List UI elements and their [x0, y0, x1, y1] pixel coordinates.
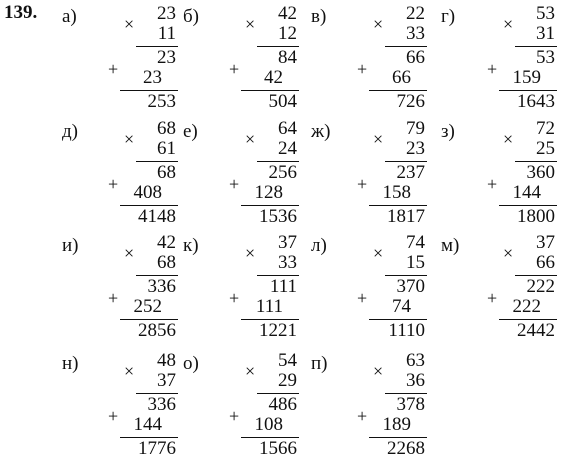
problem-3 — [311, 4, 439, 114]
problem-label: е) — [183, 121, 198, 142]
rule-after-partials — [369, 90, 427, 91]
rule-after-partials — [499, 90, 557, 91]
problem-label: ж) — [311, 121, 331, 142]
partial-product-1: 23 — [157, 47, 176, 68]
multiplier: 12 — [278, 23, 297, 44]
multiplicand: 64 — [278, 118, 297, 139]
partial-product-1: 237 — [396, 162, 425, 183]
product-result: 1221 — [259, 320, 297, 341]
rule-after-factors — [257, 275, 299, 276]
product-result: 2856 — [138, 320, 176, 341]
product-result: 1776 — [138, 438, 176, 459]
partial-product-2: 42 — [264, 67, 283, 88]
plus-sign-icon: + — [108, 59, 119, 79]
problem-label: м) — [441, 235, 460, 256]
plus-sign-icon: + — [357, 59, 368, 79]
problem-label: о) — [183, 353, 199, 374]
rule-after-factors — [515, 275, 557, 276]
rule-after-factors — [385, 161, 427, 162]
multiply-sign-icon: × — [373, 243, 384, 263]
multiply-sign-icon: × — [124, 14, 135, 34]
product-result: 504 — [268, 91, 297, 112]
multiplicand: 22 — [406, 3, 425, 24]
plus-sign-icon: + — [487, 174, 498, 194]
multiply-sign-icon: × — [245, 361, 256, 381]
partial-product-2: 408 — [133, 182, 162, 203]
multiplicand: 79 — [406, 118, 425, 139]
multiply-sign-icon: × — [124, 129, 135, 149]
rule-after-factors — [136, 275, 178, 276]
multiplicand: 42 — [278, 3, 297, 24]
partial-product-2: 23 — [143, 67, 162, 88]
rule-after-partials — [241, 205, 299, 206]
problem-2 — [183, 4, 311, 114]
partial-product-1: 66 — [406, 47, 425, 68]
problem-label: л) — [311, 235, 327, 256]
problem-label: н) — [62, 353, 79, 374]
problem-label: и) — [62, 235, 79, 256]
rule-after-partials — [369, 437, 427, 438]
multiplier: 36 — [406, 370, 425, 391]
partial-product-1: 370 — [396, 276, 425, 297]
partial-product-1: 256 — [268, 162, 297, 183]
partial-product-1: 53 — [536, 47, 555, 68]
rule-after-partials — [369, 205, 427, 206]
rule-after-factors — [515, 46, 557, 47]
product-result: 1800 — [517, 206, 555, 227]
plus-sign-icon: + — [108, 174, 119, 194]
multiplier: 68 — [157, 252, 176, 273]
rule-after-factors — [257, 393, 299, 394]
partial-product-2: 158 — [382, 182, 411, 203]
multiplicand: 63 — [406, 350, 425, 371]
rule-after-factors — [385, 275, 427, 276]
partial-product-1: 222 — [526, 276, 555, 297]
plus-sign-icon: + — [357, 406, 368, 426]
multiplier: 31 — [536, 23, 555, 44]
problem-1 — [62, 4, 190, 114]
problem-label: д) — [62, 121, 78, 142]
multiplicand: 72 — [536, 118, 555, 139]
rule-after-factors — [136, 161, 178, 162]
problem-4 — [441, 4, 569, 114]
product-result: 2442 — [517, 320, 555, 341]
partial-product-1: 336 — [147, 276, 176, 297]
problem-label: г) — [441, 6, 456, 27]
partial-product-2: 108 — [254, 414, 283, 435]
problem-label: п) — [311, 353, 328, 374]
rule-after-partials — [120, 319, 178, 320]
problem-6 — [183, 119, 311, 229]
rule-after-factors — [385, 46, 427, 47]
multiplier: 61 — [157, 138, 176, 159]
multiply-sign-icon: × — [124, 361, 135, 381]
multiplicand: 54 — [278, 350, 297, 371]
partial-product-2: 144 — [133, 414, 162, 435]
product-result: 253 — [147, 91, 176, 112]
problem-label: б) — [183, 6, 199, 27]
product-result: 1536 — [259, 206, 297, 227]
rule-after-factors — [257, 161, 299, 162]
rule-after-factors — [385, 393, 427, 394]
partial-product-1: 111 — [269, 276, 297, 297]
partial-product-2: 128 — [254, 182, 283, 203]
multiply-sign-icon: × — [373, 129, 384, 149]
problem-14 — [183, 351, 311, 461]
multiplicand: 48 — [157, 350, 176, 371]
multiplier: 33 — [406, 23, 425, 44]
partial-product-1: 378 — [396, 394, 425, 415]
plus-sign-icon: + — [229, 174, 240, 194]
multiply-sign-icon: × — [245, 243, 256, 263]
rule-after-factors — [515, 161, 557, 162]
product-result: 1110 — [388, 320, 425, 341]
rule-after-factors — [136, 46, 178, 47]
problem-7 — [311, 119, 439, 229]
plus-sign-icon: + — [487, 59, 498, 79]
rule-after-partials — [241, 319, 299, 320]
multiply-sign-icon: × — [373, 14, 384, 34]
partial-product-2: 111 — [255, 296, 283, 317]
partial-product-2: 74 — [392, 296, 411, 317]
problem-13 — [62, 351, 190, 461]
rule-after-partials — [120, 90, 178, 91]
plus-sign-icon: + — [229, 406, 240, 426]
problem-5 — [62, 119, 190, 229]
product-result: 726 — [396, 91, 425, 112]
rule-after-partials — [499, 205, 557, 206]
plus-sign-icon: + — [108, 406, 119, 426]
multiplicand: 37 — [278, 232, 297, 253]
rule-after-partials — [120, 437, 178, 438]
plus-sign-icon: + — [487, 288, 498, 308]
multiplier: 66 — [536, 252, 555, 273]
multiplier: 23 — [406, 138, 425, 159]
partial-product-2: 144 — [512, 182, 541, 203]
multiplicand: 37 — [536, 232, 555, 253]
partial-product-2: 189 — [382, 414, 411, 435]
multiplicand: 53 — [536, 3, 555, 24]
partial-product-1: 360 — [526, 162, 555, 183]
product-result: 4148 — [138, 206, 176, 227]
problem-label: к) — [183, 235, 199, 256]
partial-product-1: 84 — [278, 47, 297, 68]
rule-after-factors — [136, 393, 178, 394]
multiplier: 29 — [278, 370, 297, 391]
problem-label: з) — [441, 121, 455, 142]
partial-product-2: 66 — [392, 67, 411, 88]
partial-product-2: 252 — [133, 296, 162, 317]
rule-after-factors — [257, 46, 299, 47]
rule-after-partials — [241, 437, 299, 438]
partial-product-1: 486 — [268, 394, 297, 415]
problem-label: в) — [311, 6, 327, 27]
rule-after-partials — [120, 205, 178, 206]
multiplicand: 68 — [157, 118, 176, 139]
partial-product-1: 336 — [147, 394, 176, 415]
multiply-sign-icon: × — [245, 14, 256, 34]
plus-sign-icon: + — [357, 288, 368, 308]
multiplier: 37 — [157, 370, 176, 391]
multiply-sign-icon: × — [503, 243, 514, 263]
product-result: 2268 — [387, 438, 425, 459]
product-result: 1643 — [517, 91, 555, 112]
multiply-sign-icon: × — [503, 14, 514, 34]
product-result: 1817 — [387, 206, 425, 227]
plus-sign-icon: + — [229, 288, 240, 308]
problem-12 — [441, 233, 569, 343]
problem-10 — [183, 233, 311, 343]
multiplicand: 42 — [157, 232, 176, 253]
rule-after-partials — [369, 319, 427, 320]
problem-11 — [311, 233, 439, 343]
multiplier: 15 — [406, 252, 425, 273]
problem-label: а) — [62, 6, 77, 27]
partial-product-2: 159 — [512, 67, 541, 88]
problem-8 — [441, 119, 569, 229]
multiplier: 33 — [278, 252, 297, 273]
multiplier: 24 — [278, 138, 297, 159]
plus-sign-icon: + — [357, 174, 368, 194]
problem-15 — [311, 351, 439, 461]
plus-sign-icon: + — [108, 288, 119, 308]
multiply-sign-icon: × — [245, 129, 256, 149]
multiply-sign-icon: × — [124, 243, 135, 263]
multiply-sign-icon: × — [503, 129, 514, 149]
plus-sign-icon: + — [229, 59, 240, 79]
partial-product-1: 68 — [157, 162, 176, 183]
product-result: 1566 — [259, 438, 297, 459]
multiplier: 11 — [157, 23, 176, 44]
rule-after-partials — [499, 319, 557, 320]
exercise-number: 139. — [4, 2, 38, 23]
rule-after-partials — [241, 90, 299, 91]
problem-9 — [62, 233, 190, 343]
multiplier: 25 — [536, 138, 555, 159]
multiply-sign-icon: × — [373, 361, 384, 381]
multiplicand: 74 — [406, 232, 425, 253]
partial-product-2: 222 — [512, 296, 541, 317]
multiplicand: 23 — [157, 3, 176, 24]
